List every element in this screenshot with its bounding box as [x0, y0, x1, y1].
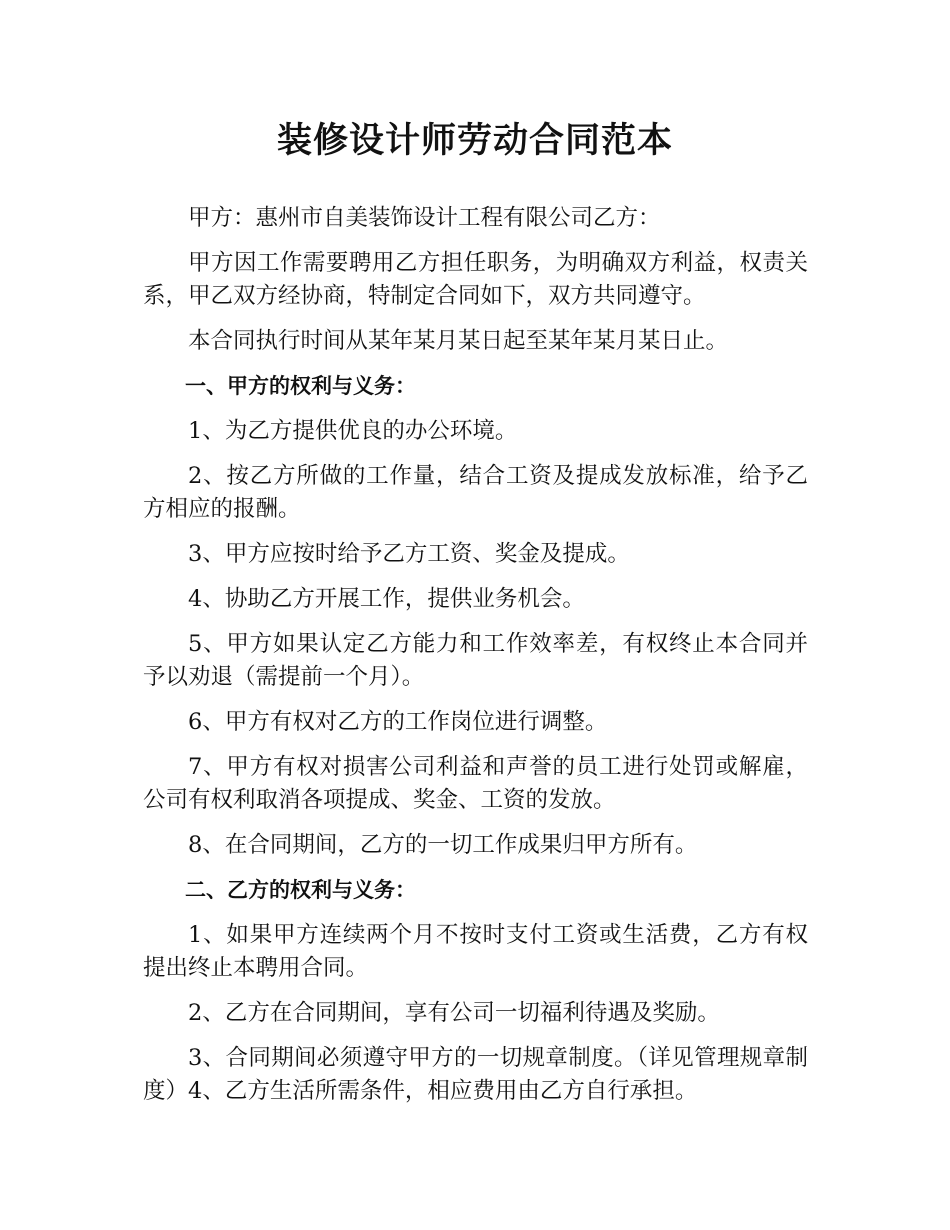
clause-b-1: 1、如果甲方连续两个月不按时支付工资或生活费，乙方有权提出终止本聘用合同。 [143, 922, 808, 981]
clause-a-1: 1、为乙方提供优良的办公环境。 [188, 418, 518, 444]
clause-a-6: 6、甲方有权对乙方的工作岗位进行调整。 [188, 709, 608, 735]
intro-paragraph: 甲方因工作需要聘用乙方担任职务，为明确双方利益，权责关系，甲乙双方经协商，特制定合同如下，双方共同遵守。 [143, 250, 808, 309]
clause-a-7: 7、甲方有权对损害公司利益和声誉的员工进行处罚或解雇，公司有权利取消各项提成、奖金、工资的发放。 [143, 754, 808, 813]
party-a-line: 甲方：惠州市自美装饰设计工程有限公司乙方： [188, 205, 661, 231]
document-title: 装修设计师劳动合同范本 [276, 121, 673, 161]
clause-a-4: 4、协助乙方开展工作，提供业务机会。 [188, 586, 585, 612]
term-paragraph: 本合同执行时间从某年某月某日起至某年某月某日止。 [188, 328, 729, 354]
section-heading-party-a: 一、甲方的权利与义务： [185, 374, 416, 398]
section-heading-party-b: 二、乙方的权利与义务： [185, 878, 416, 902]
clause-a-5: 5、甲方如果认定乙方能力和工作效率差，有权终止本合同并予以劝退（需提前一个月）。 [143, 631, 808, 690]
clause-b-3-4: 3、合同期间必须遵守甲方的一切规章制度。（详见管理规章制度）4、乙方生活所需条件，相应费用由乙方自行承担。 [143, 1045, 808, 1104]
document-body [143, 202, 808, 1120]
clause-a-2: 2、按乙方所做的工作量，结合工资及提成发放标准，给予乙方相应的报酬。 [143, 463, 808, 522]
clause-b-2: 2、乙方在合同期间，享有公司一切福利待遇及奖励。 [188, 1000, 720, 1026]
clause-a-3: 3、甲方应按时给予乙方工资、奖金及提成。 [188, 541, 630, 567]
clause-a-8: 8、在合同期间，乙方的一切工作成果归甲方所有。 [188, 832, 698, 858]
